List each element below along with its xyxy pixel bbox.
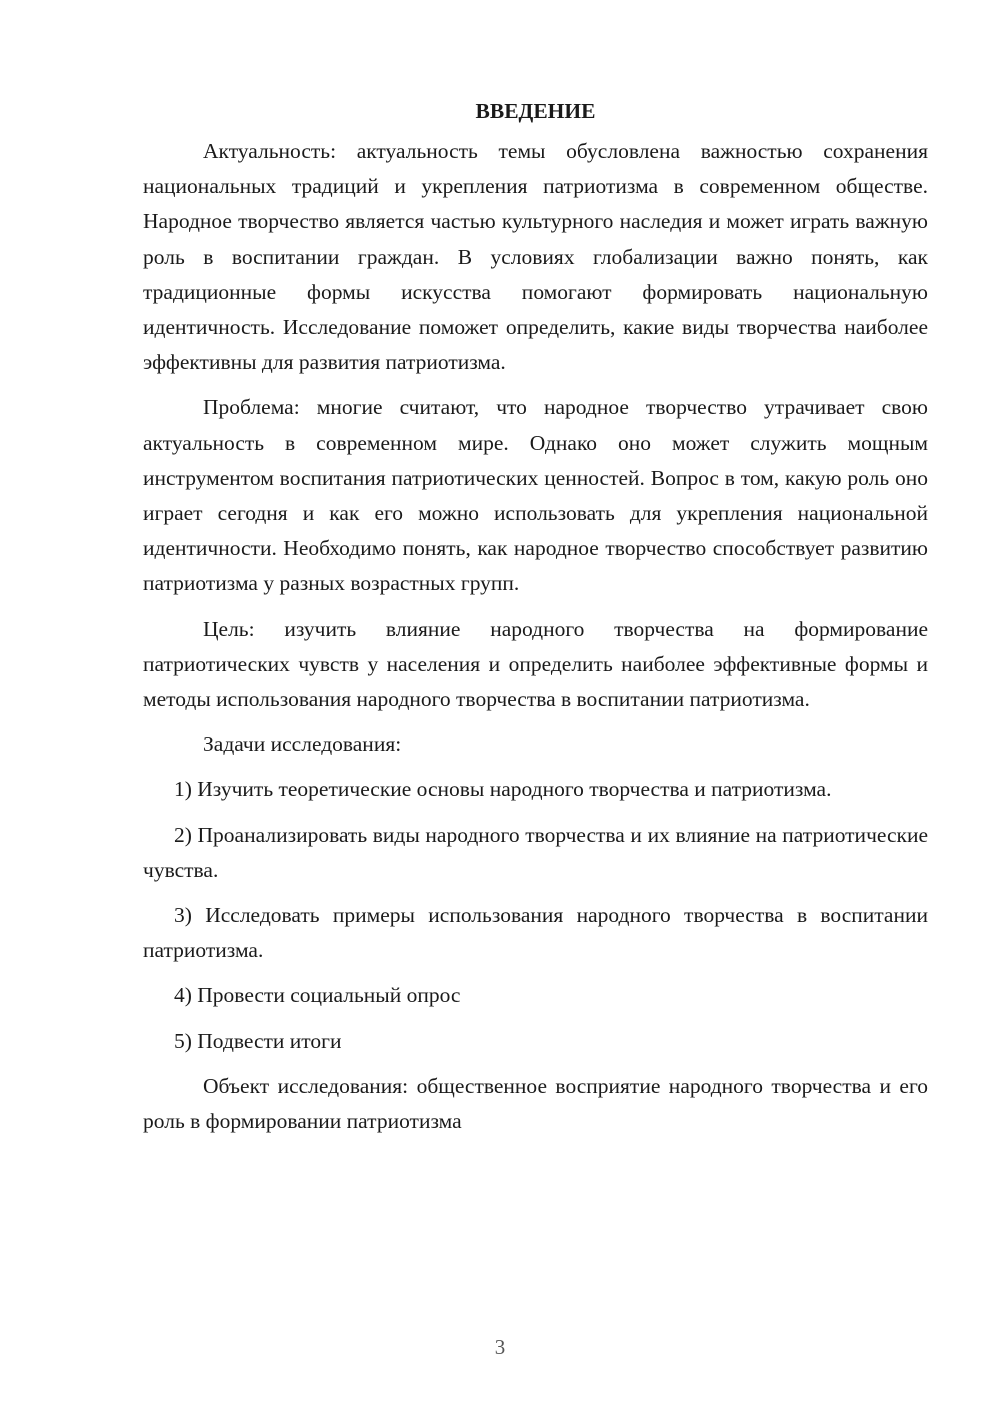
task-item: 4) Провести социальный опрос xyxy=(174,983,461,1008)
task-item: 1) Изучить теоретические основы народного творчества и патриотизма. xyxy=(174,777,832,802)
task-item: 5) Подвести итоги xyxy=(174,1028,342,1053)
document-page xyxy=(143,96,928,1149)
tasks-heading: Задачи исследования: xyxy=(203,732,402,757)
page-number: 3 xyxy=(494,1335,506,1359)
relevance-paragraph: Актуальность: актуальность темы обусловлена важностью сохранения национальных традиций и укрепления патриотизма в современном обществе. Народное творчество является частью культурного наследия и может играть важную роль в воспитании граждан. В условиях глобализации важно понять, как традиционные формы искусства помогают формировать национальную идентичность. Исследование поможет определить, какие виды творчества наиболее эффективны для развития патриотизма. xyxy=(143,139,928,375)
task-item: 3) Исследовать примеры использования народного творчества в воспитании патриотизма. xyxy=(143,903,928,963)
tasks-list xyxy=(143,772,928,1058)
object-paragraph: Объект исследования: общественное восприятие народного творчества и его роль в формировании патриотизма xyxy=(143,1073,928,1134)
goal-paragraph: Цель: изучить влияние народного творчества на формирование патриотических чувств у населения и определить наиболее эффективные формы и методы использования народного творчества в воспитании патриотизма. xyxy=(143,616,928,712)
problem-paragraph: Проблема: многие считают, что народное творчество утрачивает свою актуальность в современном мире. Однако оно может служить мощным инструментом воспитания патриотических ценностей. Вопрос в том, какую роль оно играет сегодня и как его можно использовать для укрепления национальной идентичности. Необходимо понять, как народное творчество способствует развитию патриотизма у разных возрастных групп. xyxy=(143,395,928,596)
section-heading: ВВЕДЕНИЕ xyxy=(475,99,596,123)
task-item: 2) Проанализировать виды народного творчества и их влияние на патриотические чувства. xyxy=(143,822,928,882)
